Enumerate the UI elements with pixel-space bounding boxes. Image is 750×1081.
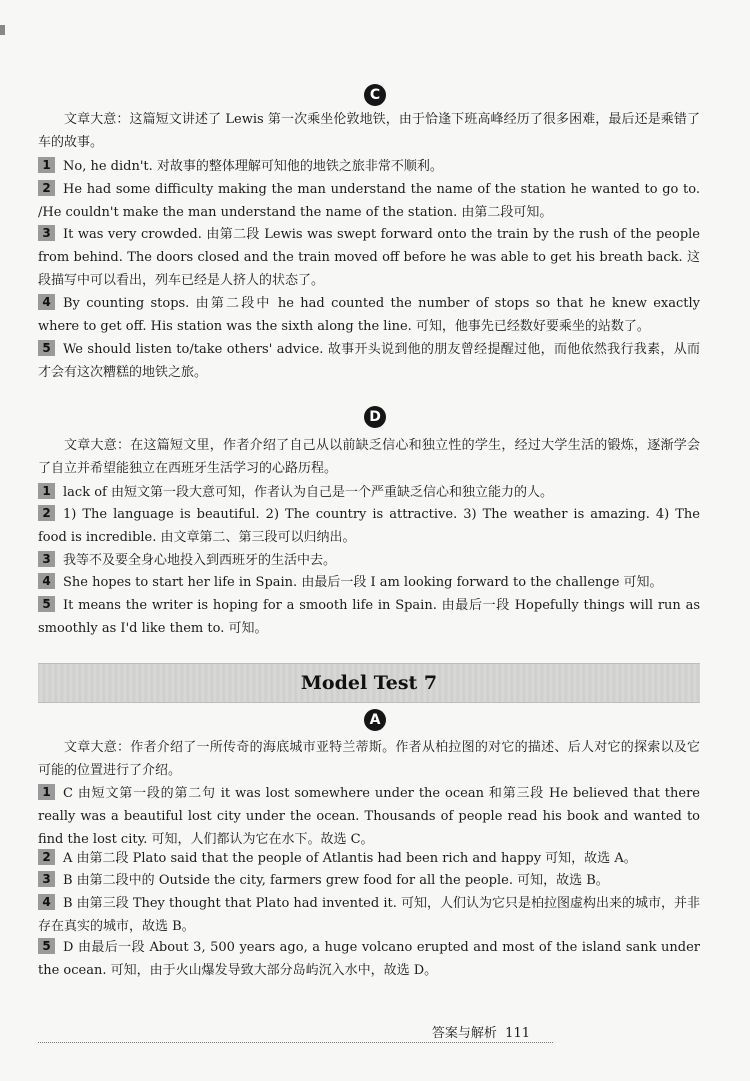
- section-a-header: [0, 709, 750, 731]
- section-d-header: [0, 406, 750, 428]
- footer-label-group: [432, 1022, 530, 1041]
- section-c-badge: C: [364, 84, 386, 106]
- section-a-item-2: 2 A 由第二段 Plato said that the people of Atlantis had been rich and happy 可知，故选 A。: [38, 847, 700, 870]
- section-d-badge: D: [364, 406, 386, 428]
- section-c-item-2: 2 He had some difficulty making the man understand the name of the station he wanted to go to. /He couldn't make the man understand the name of the station. 由第二段可知。: [38, 181, 700, 220]
- section-c-header: [0, 84, 750, 106]
- section-d-item-5: 5 It means the writer is hoping for a smooth life in Spain. 由最后一段 Hopefully things will run as smoothly as I'd like them to. 可知。: [38, 597, 700, 636]
- section-d-item-3: 3 我等不及要全身心地投入到西班牙的生活中去。: [38, 549, 700, 572]
- section-c-item-1: 1 No, he didn't. 对故事的整体理解可知他的地铁之旅非常不顺利。: [38, 155, 700, 178]
- page-footer: [38, 1022, 700, 1042]
- section-a-summary: 文章大意：作者介绍了一所传奇的海底城市亚特兰蒂斯。作者从柏拉图的对它的描述、后人对它的探索以及它可能的位置进行了介绍。: [38, 740, 700, 778]
- margin-mark: [0, 25, 5, 35]
- section-c-summary: 文章大意：这篇短文讲述了 Lewis 第一次乘坐伦敦地铁，由于恰逢下班高峰经历了很多困难，最后还是乘错了车的故事。: [38, 112, 700, 150]
- section-c-item-4: 4 By counting stops. 由第二段中 he had counted the number of stops so that he knew exactly where to get off. His station was the sixth along the line. 可知，他事先已经数好要乘坐的站数了。: [38, 295, 700, 334]
- section-a-item-1: 1 C 由短文第一段的第二句 it was lost somewhere under the ocean 和第三段 He believed that there really was a beautiful lost city under the ocean. Thousands of people read his book and wanted to find the lost city. 可知，人们都认为它在水下。故选 C。: [38, 785, 700, 847]
- footer-label: 答案与解析: [431, 1026, 497, 1041]
- model-test-banner: [38, 663, 700, 703]
- footer-rule: [38, 1042, 553, 1043]
- section-a-item-3: 3 B 由第二段中的 Outside the city, farmers grew food for all the people. 可知，故选 B。: [38, 869, 700, 892]
- section-d-item-4: 4 She hopes to start her life in Spain. 由最后一段 I am looking forward to the challenge 可知。: [38, 571, 700, 594]
- section-d-summary: 文章大意：在这篇短文里，作者介绍了自己从以前缺乏信心和独立性的学生，经过大学生活的锻炼，逐渐学会了自立并希望能独立在西班牙生活学习的心路历程。: [38, 438, 700, 476]
- section-a-item-5: 5 D 由最后一段 About 3, 500 years ago, a huge volcano erupted and most of the island sank under the ocean. 可知，由于火山爆发导致大部分岛屿沉入水中，故选 D。: [38, 939, 700, 978]
- section-d-item-1: 1 lack of 由短文第一段大意可知，作者认为自己是一个严重缺乏信心和独立能力的人。: [38, 481, 700, 504]
- section-a-item-4: 4 B 由第三段 They thought that Plato had invented it. 可知，人们认为它只是柏拉图虚构出来的城市，并非存在真实的城市，故选 B。: [38, 895, 700, 934]
- page-number: 111: [505, 1026, 530, 1041]
- model-test-title: Model Test 7: [300, 672, 438, 694]
- section-c-item-3: 3 It was very crowded. 由第二段 Lewis was swept forward onto the train by the rush of the people from behind. The doors closed and the train moved off before he was able to get his breath back. 这段描写中可以看出，列车已经是人挤人的状态了。: [38, 226, 700, 288]
- section-d-item-2: 2 1) The language is beautiful. 2) The country is attractive. 3) The weather is amazing. 4) The food is incredible. 由文章第二、第三段可以归纳出。: [38, 506, 700, 545]
- section-a-badge: A: [364, 709, 386, 731]
- section-c-item-5: 5 We should listen to/take others' advice. 故事开头说到他的朋友曾经提醒过他，而他依然我行我素，从而才会有这次糟糕的地铁之旅。: [38, 341, 700, 380]
